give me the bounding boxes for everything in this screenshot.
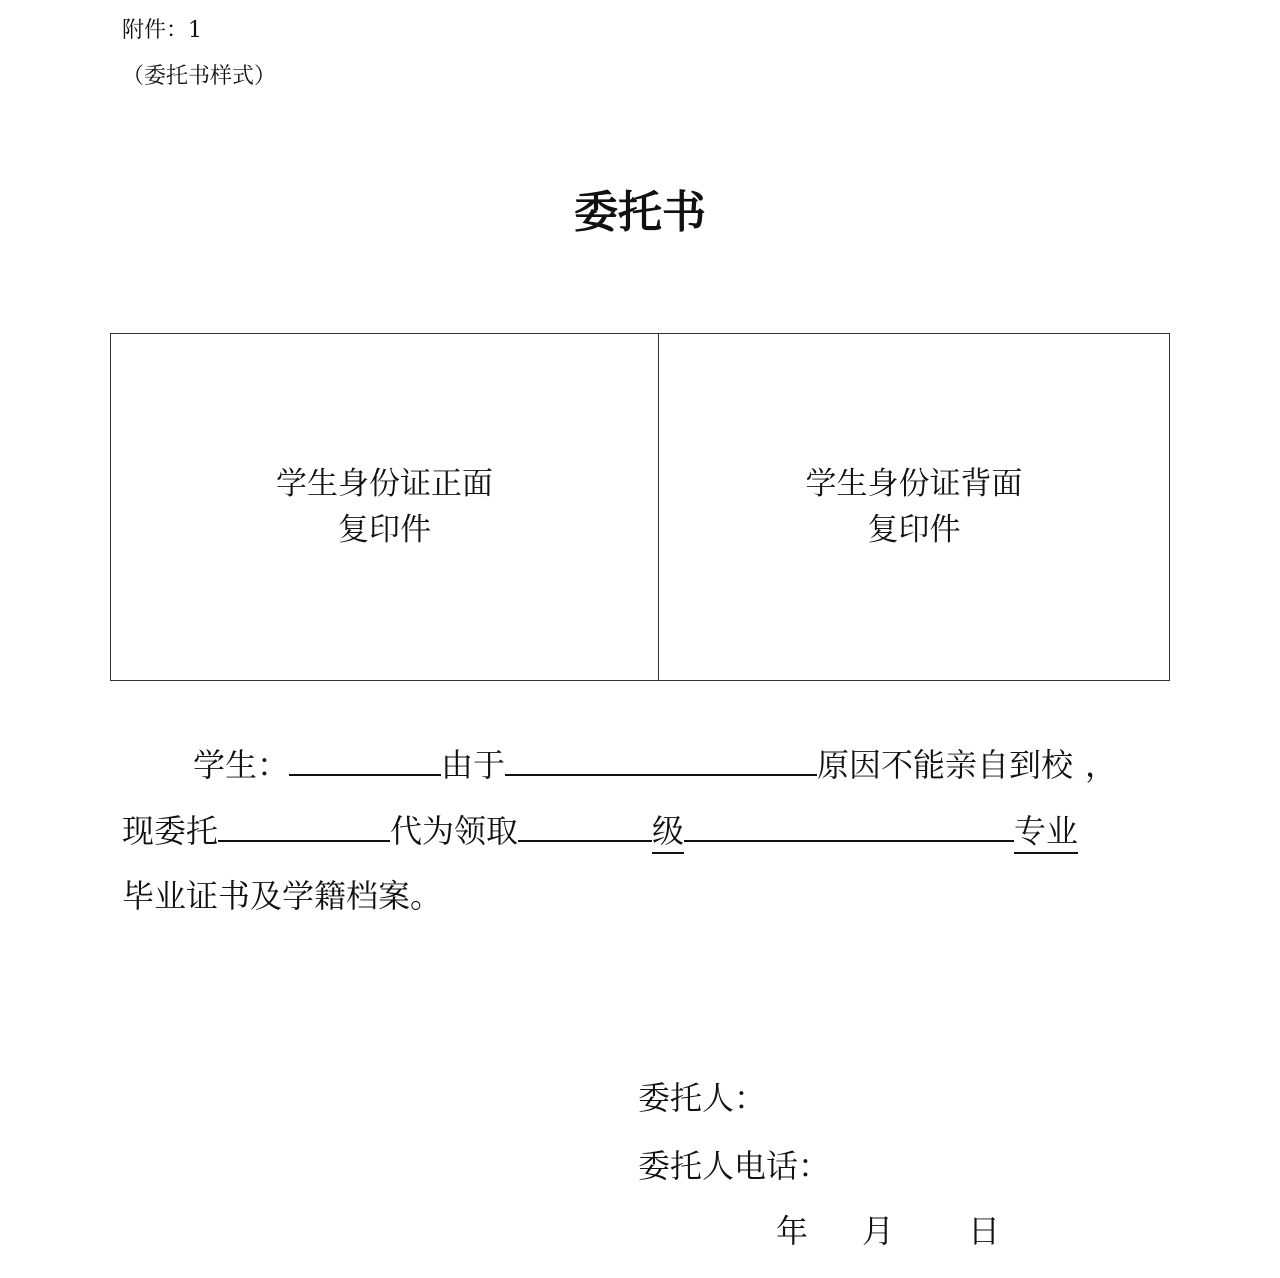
year-label: 年 bbox=[776, 1212, 809, 1250]
id-copy-table bbox=[110, 333, 1170, 681]
agent-name-blank bbox=[218, 806, 390, 842]
id-back-cell bbox=[659, 334, 1169, 680]
day-label: 日 bbox=[968, 1212, 1001, 1250]
due-to-label: 由于 bbox=[441, 746, 506, 784]
body-line-2 bbox=[122, 806, 1078, 853]
body-line-1 bbox=[193, 740, 1117, 787]
id-front-cell bbox=[111, 334, 659, 680]
major-label: 专业 bbox=[1014, 812, 1078, 854]
reason-suffix: 原因不能亲自到校 bbox=[817, 746, 1074, 784]
date-line bbox=[776, 1209, 1000, 1253]
grade-label: 级 bbox=[652, 812, 684, 854]
month-label: 月 bbox=[862, 1212, 895, 1250]
attachment-label: 附件：1 bbox=[122, 18, 202, 43]
grade-blank bbox=[518, 806, 652, 842]
student-label: 学生： bbox=[193, 746, 290, 784]
principal-phone-label: 委托人电话： bbox=[638, 1147, 831, 1185]
major-blank bbox=[684, 806, 1014, 842]
principal-label: 委托人： bbox=[638, 1079, 767, 1117]
collect-label: 代为领取 bbox=[390, 812, 519, 850]
id-back-label: 学生身份证背面 bbox=[805, 466, 1023, 502]
entrust-label: 现委托 bbox=[122, 812, 219, 850]
reason-blank bbox=[505, 740, 817, 776]
comma: ， bbox=[1085, 746, 1118, 784]
template-note: （委托书样式） bbox=[122, 64, 277, 89]
body-line-3: 毕业证书及学籍档案。 bbox=[122, 877, 443, 915]
id-front-copy-label: 复印件 bbox=[338, 512, 431, 548]
id-front-label: 学生身份证正面 bbox=[276, 466, 493, 502]
id-back-copy-label: 复印件 bbox=[867, 512, 961, 548]
student-name-blank bbox=[289, 740, 441, 776]
page-title: 委托书 bbox=[574, 187, 706, 238]
